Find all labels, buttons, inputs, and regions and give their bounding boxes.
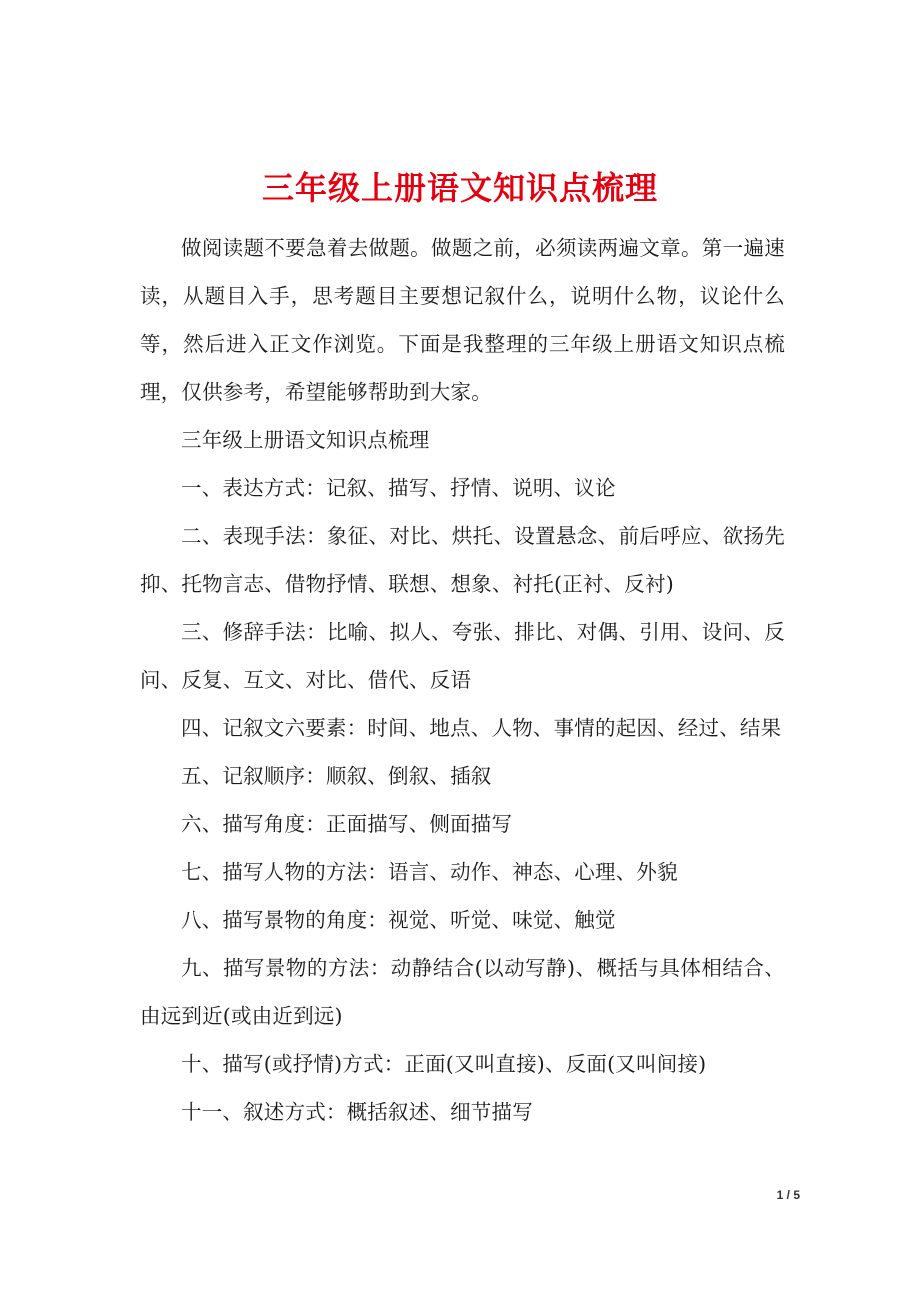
list-item-3: 三、修辞手法：比喻、拟人、夸张、排比、对偶、引用、设问、反问、反复、互文、对比、借代、反语 bbox=[140, 620, 785, 692]
list-item-10: 十、描写(或抒情)方式：正面(又叫直接)、反面(又叫间接) bbox=[181, 1052, 707, 1076]
list-item-6: 六、描写角度：正面描写、侧面描写 bbox=[181, 812, 513, 836]
list-item-11: 十一、叙述方式：概括叙述、细节描写 bbox=[181, 1100, 533, 1124]
list-item-7: 七、描写人物的方法：语言、动作、神态、心理、外貌 bbox=[181, 860, 678, 884]
list-item-2: 二、表现手法：象征、对比、烘托、设置悬念、前后呼应、欲扬先抑、托物言志、借物抒情、联想、想象、衬托(正衬、反衬) bbox=[140, 524, 785, 596]
document-body bbox=[140, 224, 785, 1136]
list-item-9: 九、描写景物的方法：动静结合(以动写静)、概括与具体相结合、由远到近(或由近到远) bbox=[140, 956, 785, 1028]
list-item-8: 八、描写景物的角度：视觉、听觉、味觉、触觉 bbox=[181, 908, 616, 932]
list-item-5: 五、记叙顺序：顺叙、倒叙、插叙 bbox=[181, 764, 492, 788]
intro-paragraph: 做阅读题不要急着去做题。做题之前，必须读两遍文章。第一遍速读，从题目入手，思考题目主要想记叙什么，说明什么物，议论什么等，然后进入正文作浏览。下面是我整理的三年级上册语文知识点梳理，仅供参考，希望能够帮助到大家。 bbox=[140, 236, 785, 404]
document-title: 三年级上册语文知识点梳理 bbox=[261, 169, 658, 208]
list-item-1: 一、表达方式：记叙、描写、抒情、说明、议论 bbox=[181, 476, 616, 500]
section-heading: 三年级上册语文知识点梳理 bbox=[181, 428, 430, 452]
page-number: 1 / 5 bbox=[776, 1188, 800, 1202]
list-item-4: 四、记叙文六要素：时间、地点、人物、事情的起因、经过、结果 bbox=[181, 716, 782, 740]
